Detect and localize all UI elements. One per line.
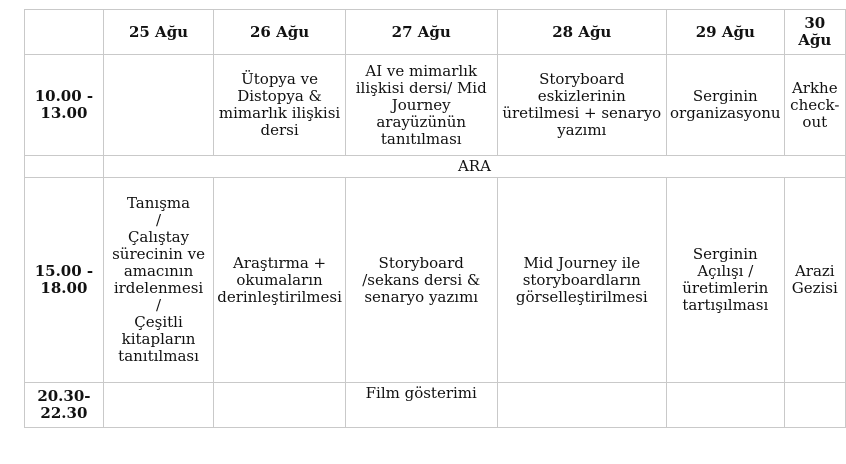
evening-cell-28 bbox=[497, 383, 666, 428]
time-slot-evening: 20.30- 22.30 bbox=[25, 383, 104, 428]
schedule-table bbox=[24, 9, 846, 428]
morning-cell-27: AI ve mimarlık ilişkisi dersi/ Mid Journey arayüzünün tanıtılması bbox=[345, 55, 497, 156]
morning-cell-25 bbox=[103, 55, 213, 156]
afternoon-cell-27: Storyboard /sekans dersi & senaryo yazımı bbox=[345, 178, 497, 383]
day-header-25: 25 Ağu bbox=[103, 10, 213, 55]
afternoon-row bbox=[25, 178, 846, 383]
evening-cell-26 bbox=[214, 383, 346, 428]
day-header-29: 29 Ağu bbox=[667, 10, 785, 55]
morning-cell-28: Storyboard eskizlerinin üretilmesi + senaryo yazımı bbox=[497, 55, 666, 156]
morning-row bbox=[25, 55, 846, 156]
morning-cell-29: Serginin organizasyonu bbox=[667, 55, 785, 156]
break-label: ARA bbox=[103, 156, 845, 178]
evening-cell-29 bbox=[667, 383, 785, 428]
morning-cell-26: Ütopya ve Distopya & mimarlık ilişkisi dersi bbox=[214, 55, 346, 156]
day-header-30: 30 Ağu bbox=[784, 10, 845, 55]
time-slot-break bbox=[25, 156, 104, 178]
afternoon-cell-26: Araştırma + okumaların derinleştirilmesi bbox=[214, 178, 346, 383]
time-slot-morning: 10.00 - 13.00 bbox=[25, 55, 104, 156]
evening-cell-30 bbox=[784, 383, 845, 428]
day-header-27: 27 Ağu bbox=[345, 10, 497, 55]
break-row bbox=[25, 156, 846, 178]
evening-cell-25 bbox=[103, 383, 213, 428]
afternoon-cell-28: Mid Journey ile storyboardların görselleştirilmesi bbox=[497, 178, 666, 383]
header-row bbox=[25, 10, 846, 55]
day-header-28: 28 Ağu bbox=[497, 10, 666, 55]
morning-cell-30: Arkhe check-out bbox=[784, 55, 845, 156]
afternoon-cell-29: Serginin Açılışı / üretimlerin tartışılması bbox=[667, 178, 785, 383]
afternoon-cell-30: Arazi Gezisi bbox=[784, 178, 845, 383]
corner-cell bbox=[25, 10, 104, 55]
time-slot-afternoon: 15.00 - 18.00 bbox=[25, 178, 104, 383]
evening-cell-27: Film gösterimi bbox=[345, 383, 497, 428]
evening-row bbox=[25, 383, 846, 428]
day-header-26: 26 Ağu bbox=[214, 10, 346, 55]
afternoon-cell-25: Tanışma / Çalıştay sürecinin ve amacının irdelenmesi / Çeşitli kitapların tanıtılması bbox=[103, 178, 213, 383]
